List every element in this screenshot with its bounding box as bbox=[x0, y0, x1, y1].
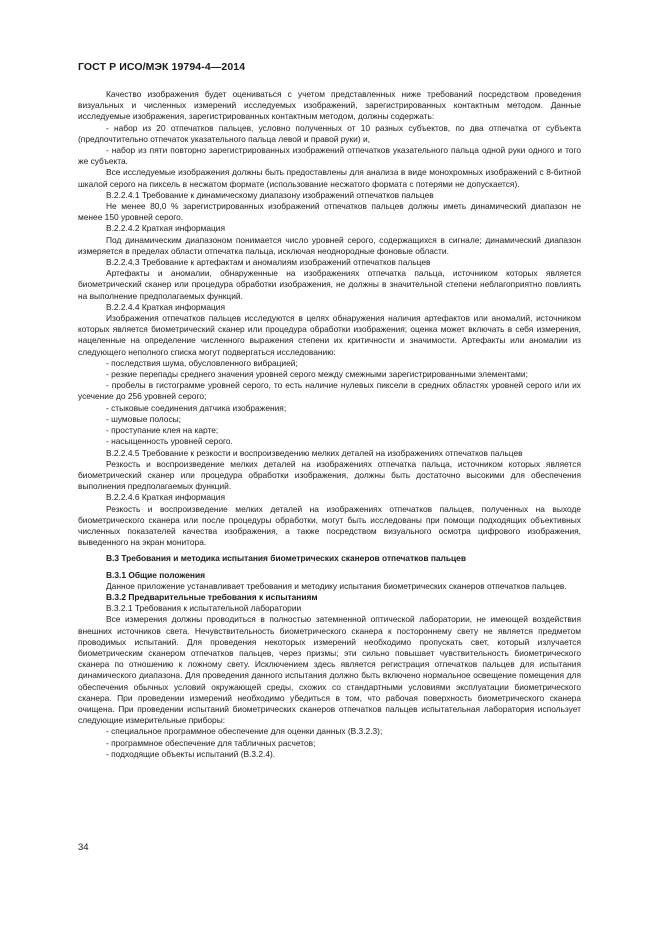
paragraph: Резкость и воспроизведение мелких деталей на изображениях отпечатков пальцев, полученных на выходе биометрического сканера или после процедуры обработки, могут быть исследованы при помощи подходящих объективных численных показателей качества изображения, а также посредством визуального осмотра цифрового изображения, выведенного на экран монитора. bbox=[78, 503, 581, 548]
list-item: - резкие перепады среднего значения уровней серого между смежными зарегистрированными элементами; bbox=[106, 369, 528, 380]
document-body bbox=[78, 89, 581, 760]
list-item: - последствия шума, обусловленного вибрацией; bbox=[106, 357, 298, 368]
list-item: - проступание клея на карте; bbox=[106, 425, 219, 436]
paragraph: Резкость и воспроизведение мелких деталей на изображениях отпечатка пальца, источником которых является биометрический сканер или процедура обработки изображения, должны быть достаточно высокими для обеспечения выполнения предполагаемых функций. bbox=[78, 458, 581, 492]
paragraph: Все измерения должны проводиться в полностью затемненной оптической лаборатории, не имеющей воздействия внешних источников света. Нечувствительность биометрического сканера к постороннему свету не является предметом проводимых испытаний. Для проведения некоторых измерений необходимо пропускать свет, который излучается биометрическим сканером отпечатков пальцев, через призмы; эти сильно повышает чувствительность биометрического сканера по отношению к ложному свету. Исключением здесь является регистрация отпечатков пальцев для испытания динамического диапазона. Для проведения данного испытания должно быть включено нормальное освещение помещения для обеспечения обычных условий окружающей среды, схожих со стандартными условиями эксплуатации биометрического сканера. При проведении измерений необходимо убедиться в том, что рабочая поверхность биометрического сканера очищена. При проведении испытаний биометрических сканеров отпечатков пальцев испытательная лаборатория использует следующие измерительные приборы: bbox=[78, 614, 581, 726]
page-number: 34 bbox=[78, 842, 89, 853]
list-item: - насыщенность уровней серого. bbox=[106, 436, 233, 447]
paragraph: Все исследуемые изображения должны быть предоставлены для анализа в виде монохромных изображений с 8-битной шкалой серого на пиксель в несжатом формате (использование несжатого формата с потерями не допускается). bbox=[78, 167, 581, 189]
subsection-heading: В.2.2.4.5 Требование к резкости и воспроизведению мелких деталей на изображениях отпечатков пальцев bbox=[106, 447, 523, 458]
list-item: - подходящие объекты испытаний (В.3.2.4). bbox=[106, 748, 276, 759]
list-item: - специальное программное обеспечение для оценки данных (В.3.2.3); bbox=[106, 726, 383, 737]
paragraph: Не менее 80,0 % зарегистрированных изображений отпечатков пальцев должны иметь динамический диапазон не менее 150 уровней серого. bbox=[78, 201, 581, 223]
subsection-heading: В.2.2.4.6 Краткая информация bbox=[106, 492, 226, 503]
subsection-heading: В.2.2.4.4 Краткая информация bbox=[106, 301, 226, 312]
list-item: - набор из 20 отпечатков пальцев, условно полученных от 10 разных субъектов, по два отпечатка от субъекта (предпочтительно отпечаток указательного пальца левой и правой руки) и, bbox=[78, 122, 581, 144]
list-item: - шумовые полосы; bbox=[106, 413, 181, 424]
subsection-heading: В.2.2.4.2 Краткая информация bbox=[106, 223, 226, 234]
document-header: ГОСТ Р ИСО/МЭК 19794-4—2014 bbox=[78, 61, 246, 73]
subsection-heading: В.2.2.4.3 Требование к артефактам и аномалиям изображений отпечатков пальцев bbox=[106, 257, 431, 268]
subsection-heading: В.3.2.1 Требования к испытательной лаборатории bbox=[106, 603, 302, 614]
paragraph: Данное приложение устанавливает требования и методику испытания биометрических сканеров отпечатков пальцев. bbox=[106, 580, 567, 591]
subsection-heading: В.2.2.4.1 Требование к динамическому диапазону изображений отпечатков пальцев bbox=[106, 189, 434, 200]
paragraph: Под динамическим диапазоном понимается число уровней серого, содержащихся в сигнале; динамический диапазон измеряется в пределах области отпечатка пальца, исключая неоднородные фоновые области. bbox=[78, 234, 581, 256]
list-item: - стыковые соединения датчика изображения; bbox=[106, 402, 287, 413]
section-heading: В.3 Требования и методика испытания биометрических сканеров отпечатков пальцев bbox=[106, 553, 466, 564]
paragraph: Артефакты и аномалии, обнаруженные на изображениях отпечатка пальца, источником которых является биометрический сканер или процедура обработки изображения, не должны в значительной степени неблагоприятно повлиять на выполнение предполагаемых функций. bbox=[78, 268, 581, 301]
list-item: - набор из пяти повторно зарегистрированных изображений отпечатков указательного пальца одной руки одного и того же субъекта. bbox=[78, 145, 581, 167]
paragraph: Изображения отпечатков пальцев исследуются в целях обнаружения наличия артефактов или аномалий, источником которых является биометрический сканер или процедура обработки изображения; оценка может включать в себя измерения, нацеленные на определение численного выражения степени их критичности и значимости. Артефакты или аномалии из следующего неполного списка могут подвергаться исследованию: bbox=[78, 313, 581, 357]
list-item: - программное обеспечение для табличных расчетов; bbox=[106, 737, 316, 748]
section-heading: В.3.1 Общие положения bbox=[106, 569, 205, 580]
list-item: - пробелы в гистограмме уровней серого, то есть наличие нулевых пиксели в средних областях уровней серого или их усечение до 256 уровней серого; bbox=[78, 380, 581, 402]
section-heading: В.3.2 Предварительные требования к испытаниям bbox=[106, 591, 318, 602]
paragraph: Качество изображения будет оцениваться с учетом представленных ниже требований посредством проведения визуальных и численных измерений исследуемых изображений, зарегистрированных контактным методом. Данные исследуемые изображения, зарегистрированных контактным методом, должны содержать: bbox=[78, 89, 581, 122]
